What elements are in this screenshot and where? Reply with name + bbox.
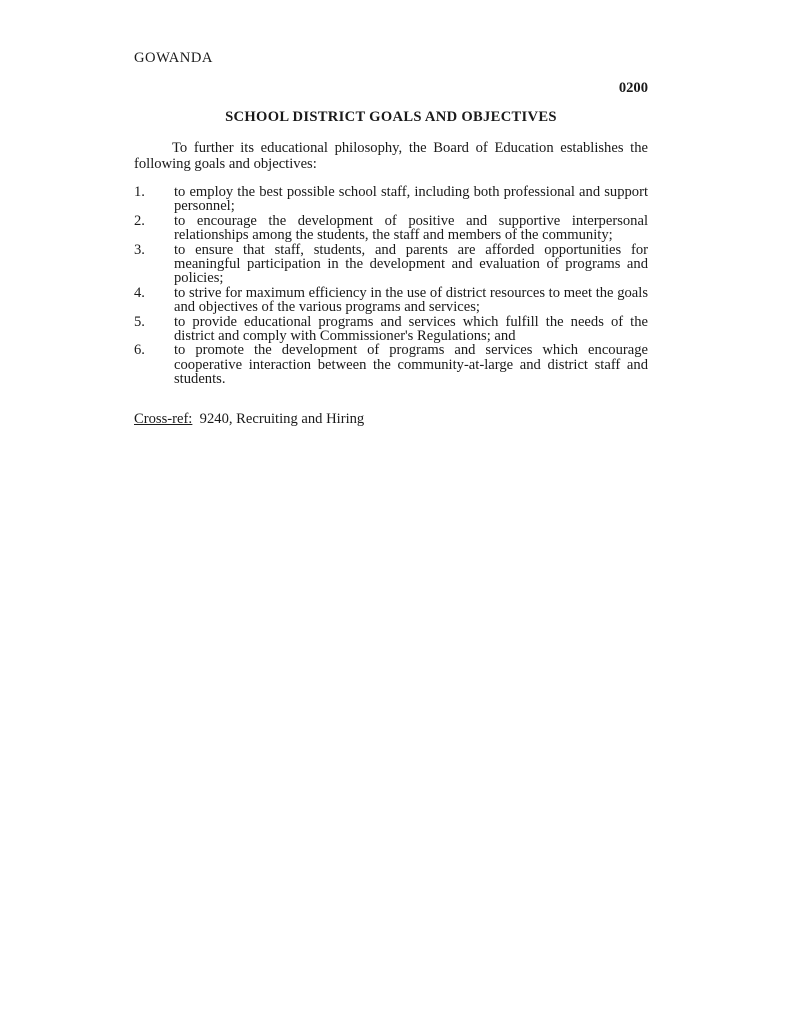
goal-text: to provide educational programs and services which fulfill the needs of the district and comply with Commissioner's Regulations; and (174, 313, 648, 345)
goal-text: to promote the development of programs and services which encourage cooperative interaction between the community-at-large and district staff and students. (174, 342, 648, 388)
goal-number: 3. (134, 241, 145, 258)
district-name: GOWANDA (134, 50, 213, 66)
goal-text: to ensure that staff, students, and parents are afforded opportunities for meaningful participation in the development and evaluation of programs and policies; (174, 241, 648, 287)
intro-paragraph: To further its educational philosophy, the Board of Education establishes the following goals and objectives: (134, 140, 648, 172)
cross-ref-value: 9240, Recruiting and Hiring (199, 411, 365, 427)
list-item (134, 343, 648, 386)
list-item (134, 315, 648, 344)
cross-reference (134, 411, 364, 428)
goal-number: 5. (134, 313, 145, 330)
cross-ref-label: Cross-ref: (134, 411, 193, 427)
goals-list (134, 185, 648, 387)
list-item (134, 185, 648, 214)
list-item (134, 286, 648, 315)
goal-text: to employ the best possible school staff, including both professional and support personnel; (174, 184, 648, 215)
list-item (134, 243, 648, 286)
goal-text: to strive for maximum efficiency in the use of district resources to meet the goals and objectives of the various programs and services; (174, 284, 648, 316)
goal-text: to encourage the development of positive and supportive interpersonal relationships among the students, the staff and members of the community; (174, 212, 648, 244)
goal-number: 4. (134, 284, 145, 301)
page-title: SCHOOL DISTRICT GOALS AND OBJECTIVES (225, 109, 557, 125)
goal-number: 6. (134, 342, 145, 359)
list-item (134, 214, 648, 243)
goal-number: 2. (134, 212, 145, 229)
goal-number: 1. (134, 184, 145, 200)
policy-number: 0200 (618, 80, 648, 96)
